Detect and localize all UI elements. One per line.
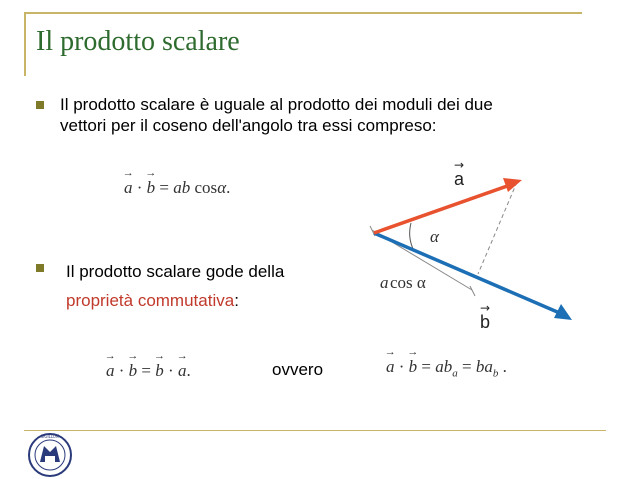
bullet-1-text — [60, 94, 493, 136]
vector-a-symbol: → a — [124, 178, 133, 198]
projection-bracket-end — [470, 286, 475, 296]
formula-ab: ab — [173, 178, 191, 197]
bullet-1-line-1: Il prodotto scalare è uguale al prodotto dei moduli dei due — [60, 95, 493, 114]
commutative-property-text: proprietà commutativa — [66, 291, 235, 310]
vector-a-symbol: → a — [386, 357, 395, 377]
vector-b-label: b — [480, 312, 491, 332]
vector-b-symbol: → b — [129, 361, 138, 381]
bullet-marker-1 — [36, 101, 44, 109]
formula-projections — [386, 357, 507, 379]
formula-ab-a: $ab_a$ — [435, 357, 458, 380]
vector-b-symbol: → b — [147, 178, 156, 198]
formula-dot-product — [124, 178, 230, 198]
vector-a-arrowhead — [503, 178, 522, 192]
projection-label-a: a — [380, 273, 389, 292]
seal-lettering: SIGILLUM — [40, 434, 60, 439]
dot-operator: · — [398, 357, 405, 376]
bullet-2-colon: : — [234, 291, 239, 310]
frame-left-line — [24, 12, 26, 76]
ovvero-text: ovvero — [272, 360, 324, 379]
vector-a-symbol: → a — [178, 361, 187, 381]
bullet-2-text — [66, 257, 284, 315]
angle-label: α — [430, 227, 439, 246]
formula-cos: cos — [194, 178, 218, 197]
dot-operator: · — [118, 361, 125, 380]
equals-sign: = — [421, 357, 432, 376]
projection-label-cos: cos α — [390, 273, 426, 292]
slide-title: Il prodotto scalare — [36, 26, 240, 57]
frame-bottom-line — [24, 430, 606, 431]
frame-top-line — [24, 12, 582, 14]
equals-sign: = — [141, 361, 152, 380]
vector-diagram — [350, 160, 590, 335]
bullet-2-line-2 — [66, 286, 284, 315]
vector-a-symbol: → a — [106, 361, 115, 381]
vector-a-arrow-icon: → — [454, 160, 465, 172]
vector-b-arrow-icon: → — [480, 301, 491, 315]
vector-a-line — [374, 185, 510, 233]
formula-alpha: α — [217, 178, 227, 197]
formula-period: . — [226, 178, 231, 197]
equals-sign: = — [462, 357, 472, 376]
dot-operator: · — [168, 361, 174, 380]
formula-period: . — [502, 357, 507, 376]
formula-commutative — [106, 361, 191, 381]
vector-b-symbol: → b — [409, 357, 418, 377]
formula-period: . — [186, 361, 191, 380]
university-seal-logo — [26, 432, 74, 479]
dot-operator: · — [136, 178, 143, 197]
vector-a-label: a — [454, 169, 465, 189]
bullet-marker-2 — [36, 264, 44, 272]
vector-b-symbol: → b — [155, 361, 164, 381]
equals-sign: = — [159, 178, 170, 197]
bullet-2-line-1: Il prodotto scalare gode della — [66, 262, 285, 281]
bullet-1-line-2: vettori per il coseno dell'angolo tra essi compreso: — [60, 116, 437, 135]
formula-ba-b: $ba_b$ — [475, 357, 499, 380]
